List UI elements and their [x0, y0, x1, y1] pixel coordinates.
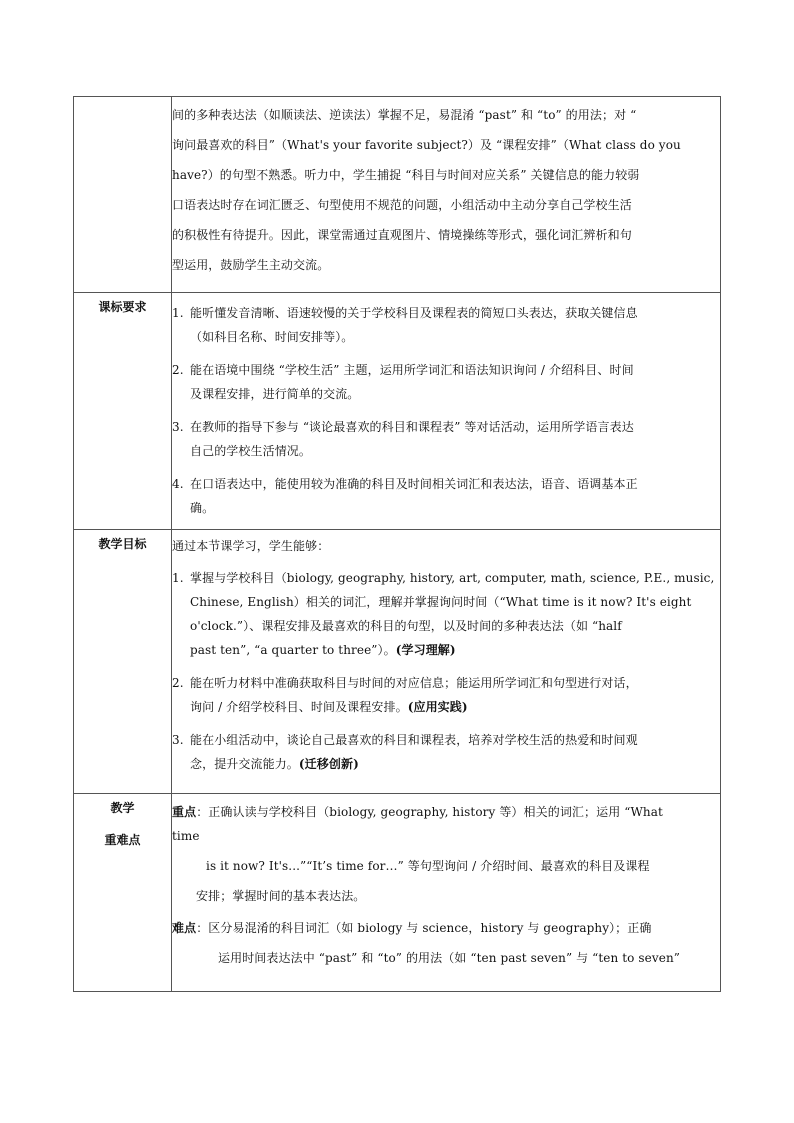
standard-text: 能在语境中围绕 “学校生活” 主题，运用所学词汇和语法知识询问 / 介绍科目、时间 — [190, 363, 634, 377]
row-key-difficult-points — [74, 794, 721, 992]
analysis-line: have?）的句型不熟悉。听力中，学生捕捉 “科目与时间对应关系” 关键信息的能力较弱 — [172, 168, 640, 182]
analysis-line: 询问最喜欢的科目”（What's your favorite subject?）及 “课程安排”（What class do you — [172, 138, 681, 152]
key-point-text: is it now? It's...”“It’s time for…” 等句型询问 / 介绍时间、最喜欢的科目及课程 — [206, 859, 650, 873]
objective-text-cont: Chinese, English）相关的词汇，理解并掌握询问时间（“What time is it now? It's eight — [190, 595, 692, 609]
key-difficult-label-1: 教学 — [110, 801, 135, 815]
objective-item: 2. 能在听力材料中准确获取科目与时间的对应信息；能运用所学词汇和句型进行对话， 询问 / 介绍学校科目、时间及课程安排。(应用实践) — [172, 676, 638, 714]
objective-text: 能在小组活动中，谈论自己最喜欢的科目和课程表，培养对学校生活的热爱和时间观 — [190, 733, 638, 747]
learner-analysis-cell — [172, 97, 721, 293]
objective-text-cont: 询问 / 介绍学校科目、时间及课程安排。 — [190, 700, 408, 714]
standard-item: 4. 在口语表达中，能使用较为准确的科目及时间相关词汇和表达法，语音、语调基本正 确。 — [172, 472, 720, 520]
row-learner-analysis — [74, 97, 721, 293]
objective-text-cont: 念，提升交流能力。 — [190, 757, 299, 771]
key-point-text: ：正确认读与学校科目（biology, geography, history 等）相关的词汇；运用 “What — [196, 805, 663, 819]
analysis-line: 型运用，鼓励学生主动交流。 — [172, 258, 330, 272]
key-point-text: time — [172, 829, 200, 843]
lesson-plan-table — [73, 96, 721, 992]
key-difficult-cell — [172, 794, 721, 992]
objectives-intro: 通过本节课学习，学生能够： — [172, 539, 330, 553]
teaching-objectives-label: 教学目标 — [74, 530, 172, 794]
standard-text-cont: 确。 — [190, 501, 215, 515]
row-teaching-objectives — [74, 530, 721, 794]
standard-text-cont: （如科目名称、时间安排等）。 — [190, 330, 354, 344]
objective-tag: (迁移创新) — [298, 757, 359, 771]
teaching-objectives-cell — [172, 530, 721, 794]
objective-item: 3. 能在小组活动中，谈论自己最喜欢的科目和课程表，培养对学校生活的热爱和时间观 念，提升交流能力。(迁移创新) — [172, 733, 638, 771]
standard-text-cont: 自己的学校生活情况。 — [190, 444, 312, 458]
standard-item: 1. 能听懂发音清晰、语速较慢的关于学校科目及课程表的简短口头表达，获取关键信息 （如科目名称、时间安排等）。 — [172, 301, 720, 349]
objective-text-cont: o'clock.”）、课程安排及最喜欢的科目的句型，以及时间的多种表达法（如 “half — [190, 619, 622, 633]
difficult-point-text: ：区分易混淆的科目词汇（如 biology 与 science，history 与 geography）；正确 — [196, 921, 652, 935]
curriculum-standards-label: 课标要求 — [74, 293, 172, 530]
curriculum-standards-cell — [172, 293, 721, 530]
row-curriculum-standards — [74, 293, 721, 530]
analysis-line: 口语表达时存在词汇匮乏、句型使用不规范的问题，小组活动中主动分享自己学校生活 — [172, 198, 632, 212]
row-label-empty — [74, 97, 172, 293]
standard-text: 在教师的指导下参与 “谈论最喜欢的科目和课程表” 等对话活动，运用所学语言表达 — [190, 420, 634, 434]
standard-text: 在口语表达中，能使用较为准确的科目及时间相关词汇和表达法，语音、语调基本正 — [190, 477, 638, 491]
key-point-tag: 重点 — [172, 805, 197, 819]
key-difficult-label — [74, 794, 172, 992]
analysis-line: 的积极性有待提升。因此，课堂需通过直观图片、情境操练等形式，强化词汇辨析和句 — [172, 228, 632, 242]
key-difficult-label-2: 重难点 — [104, 833, 141, 847]
objective-tag: (学习理解) — [395, 643, 456, 657]
difficult-point-text: 运用时间表达法中 “past” 和 “to” 的用法（如 “ten past seven” 与 “ten to seven” — [218, 951, 681, 965]
objective-item: 1. 掌握与学校科目（biology, geography, history, art, computer, math, science, P.E., music, Chinese, English）相关的词汇，理解并掌握询问时间（“What time is it now? It's eight o'clock.”）、课程安排及最喜欢的科目的句型，以及时间的多种表达法（如 “half past ten”, “a quarter to three”）。(学习理解) — [172, 566, 720, 662]
objective-text: 掌握与学校科目（biology, geography, history, art, computer, math, science, P.E., music, — [190, 571, 715, 585]
standard-text-cont: 及课程安排，进行简单的交流。 — [190, 387, 360, 401]
standard-text: 能听懂发音清晰、语速较慢的关于学校科目及课程表的简短口头表达，获取关键信息 — [190, 306, 638, 320]
objective-text: 能在听力材料中准确获取科目与时间的对应信息；能运用所学词汇和句型进行对话， — [190, 676, 638, 690]
objective-text-cont: past ten”, “a quarter to three”）。 — [190, 643, 396, 657]
analysis-line: 间的多种表达法（如顺读法、逆读法）掌握不足，易混淆 “past” 和 “to” 的用法；对 “ — [172, 108, 637, 122]
objective-tag: (应用实践) — [407, 700, 468, 714]
key-point-text: 安排；掌握时间的基本表达法。 — [196, 889, 366, 903]
standard-item: 3. 在教师的指导下参与 “谈论最喜欢的科目和课程表” 等对话活动，运用所学语言表达 自己的学校生活情况。 — [172, 415, 720, 463]
difficult-point-tag: 难点 — [172, 921, 197, 935]
standard-item: 2. 能在语境中围绕 “学校生活” 主题，运用所学词汇和语法知识询问 / 介绍科目、时间 及课程安排，进行简单的交流。 — [172, 358, 720, 406]
